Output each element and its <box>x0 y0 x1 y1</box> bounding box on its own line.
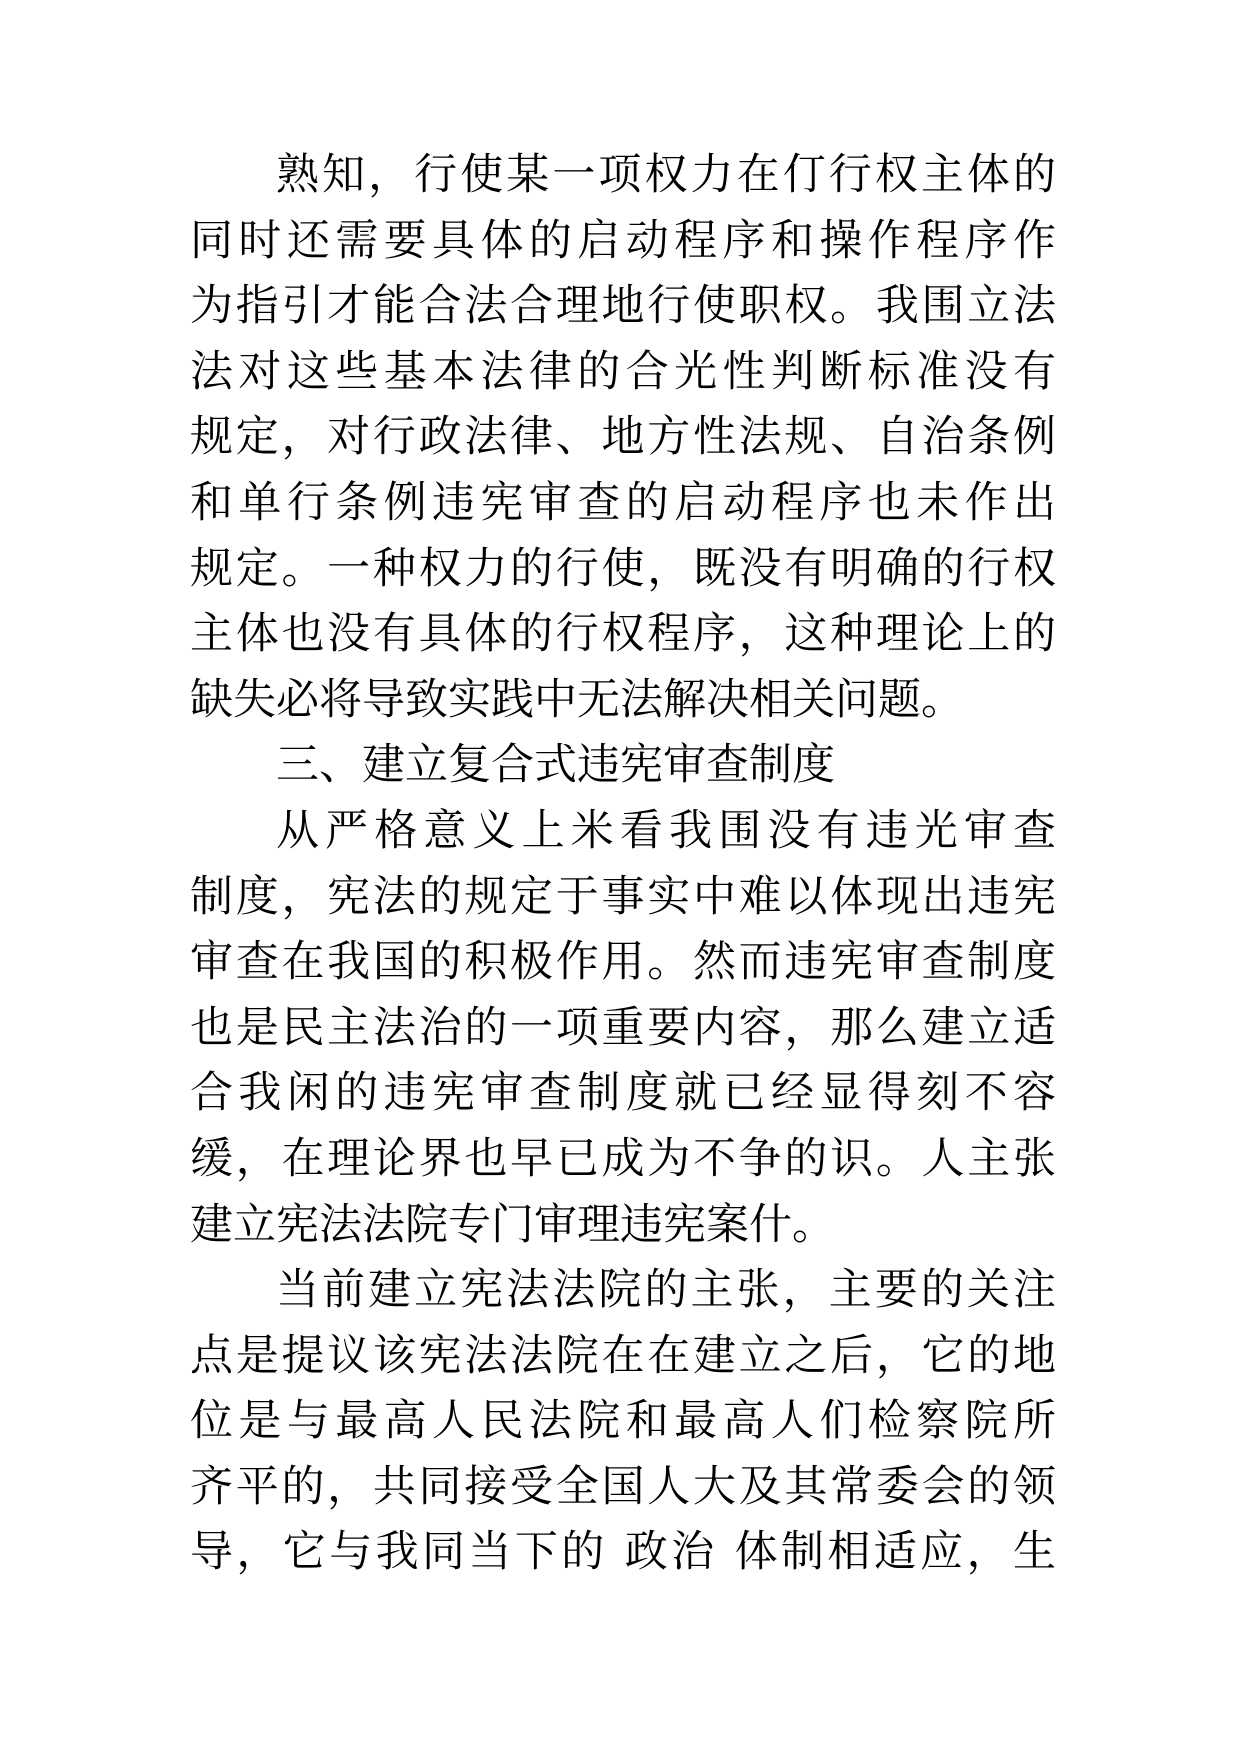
text-line: 规定。一种权力的行使，既没有明确的行权 <box>190 543 1056 594</box>
text-line: 缓，在理论界也早已成为不争的识。人主张 <box>190 1133 1056 1184</box>
text-line: 位是与最高人民法院和最高人们检察院所 <box>190 1396 1056 1447</box>
text-line: 为指引才能合法合理地行使职权。我围立法 <box>190 281 1056 332</box>
text-line: 审查在我国的积极作用。然而违宪审查制度 <box>190 937 1056 988</box>
text-line: 缺失必将导致实践中无法解决相关问题。 <box>190 674 964 725</box>
text-line: 也是民主法治的一项重要内容，那么建立适 <box>190 1002 1056 1053</box>
text-line: 规定，对行政法律、地方性法规、自治条例 <box>190 412 1056 463</box>
text-line: 同时还需要具体的启动程序和操作程序作 <box>190 215 1056 266</box>
text-line: 和单行条例违宪审查的启动程序也未作出 <box>190 477 1056 528</box>
paragraph <box>190 799 1056 1258</box>
text-line: 合我闲的违宪审查制度就已经显得刻不容 <box>190 1068 1056 1119</box>
text-line: 法对这些基本法律的合光性判断标准没有 <box>190 346 1056 397</box>
text-line: 齐平的，共同接受全国人大及其常委会的领 <box>190 1461 1056 1512</box>
section-heading <box>190 733 1056 799</box>
text-line: 建立宪法法院专门审理违宪案什。 <box>190 1199 835 1250</box>
text-line: 主体也没有具体的行权程序，这种理论上的 <box>190 609 1056 660</box>
text-line: 点是提议该宪法法院在在建立之后，它的地 <box>190 1330 1056 1381</box>
text-line: 当前建立宪法法院的主张，主要的关注 <box>276 1265 1056 1316</box>
text-line: 熟知，行使某一项权力在仃行权主体的 <box>276 150 1056 200</box>
paragraph <box>190 1258 1056 1586</box>
document-page <box>190 143 1056 1586</box>
text-line: 制度，宪法的规定于事实中难以体现出违宪 <box>190 871 1056 922</box>
paragraph <box>190 143 1056 733</box>
text-line: 从严格意义上米看我围没有违光审查 <box>276 805 1056 856</box>
text-line: 导，它与我同当下的 政治 体制相适应，生 <box>190 1527 1056 1578</box>
heading-line: 三、建立复合式违宪审查制度 <box>276 740 835 791</box>
